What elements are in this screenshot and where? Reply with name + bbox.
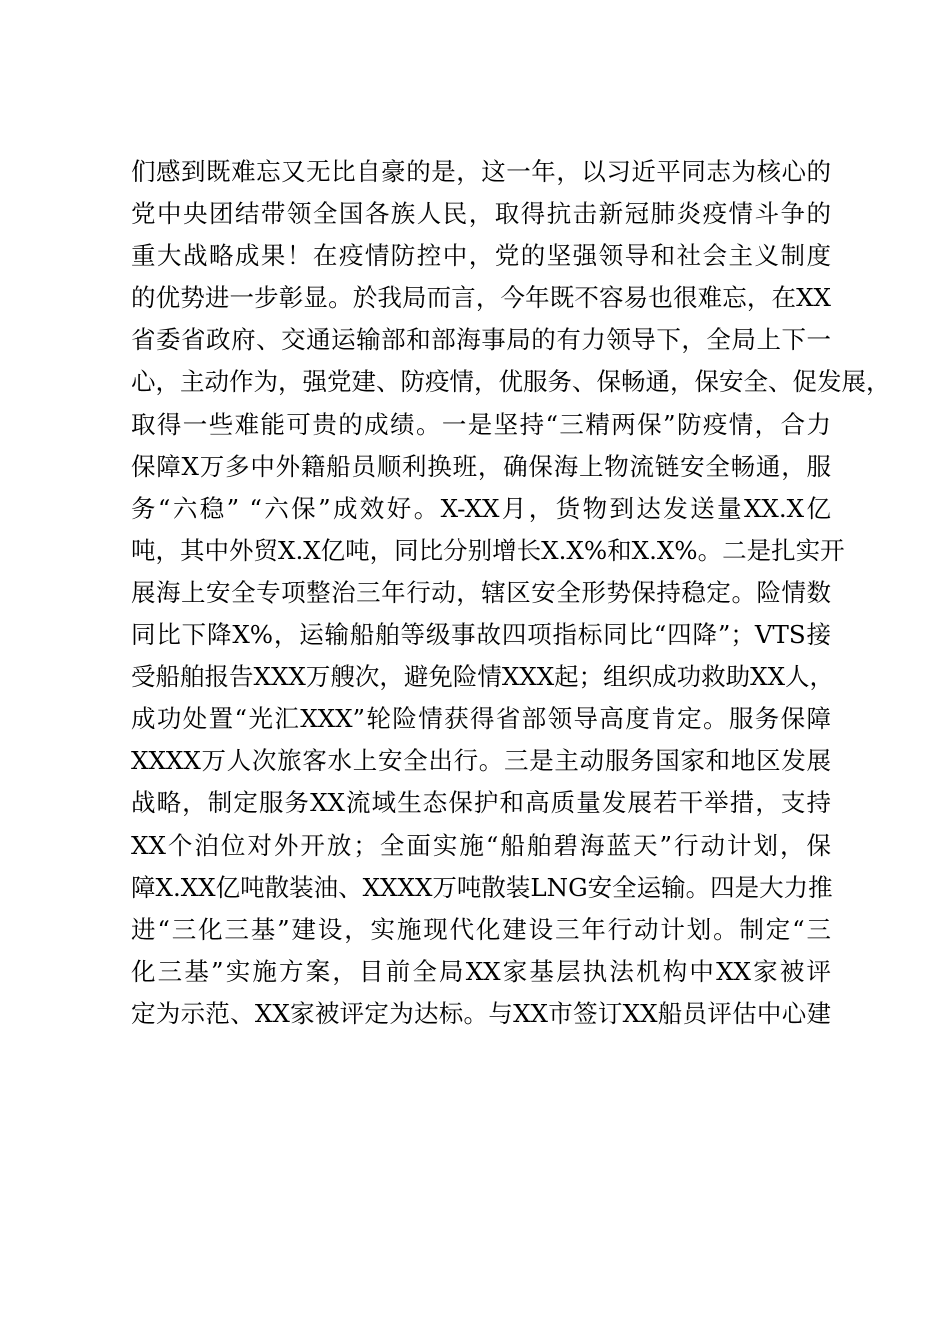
text-line: XXXX万人次旅客水上安全出行。三是主动服务国家和地区发展	[131, 746, 831, 776]
text-line: 重大战略成果！在疫情防控中，党的坚强领导和社会主义制度	[131, 241, 831, 271]
text-line: XX个泊位对外开放；全面实施“船舶碧海蓝天”行动计划，保	[131, 830, 831, 860]
text-line: 同比下降X%，运输船舶等级事故四项指标同比“四降”；VTS接	[131, 620, 831, 650]
text-line: 心，主动作为，强党建、防疫情，优服务、保畅通，保安全、促发展，	[131, 367, 891, 397]
text-line: 保障X万多中外籍船员顺利换班，确保海上物流链安全畅通，服	[131, 451, 831, 481]
text-line: 展海上安全专项整治三年行动，辖区安全形势保持稳定。险情数	[131, 577, 831, 607]
text-line: 受船舶报告XXX万艘次，避免险情XXX起；组织成功救助XX人，	[131, 662, 835, 692]
text-line: 们感到既难忘又无比自豪的是，这一年，以习近平同志为核心的	[131, 157, 831, 186]
text-line: 战略，制定服务XX流域生态保护和高质量发展若干举措，支持	[131, 788, 831, 818]
text-line: 成功处置“光汇XXX”轮险情获得省部领导高度肯定。服务保障	[131, 704, 831, 734]
text-line: 取得一些难能可贵的成绩。一是坚持“三精两保”防疫情，合力	[131, 409, 831, 439]
text-line: 化三基”实施方案，目前全局XX家基层执法机构中XX家被评	[131, 956, 831, 986]
text-line: 进“三化三基”建设，实施现代化建设三年行动计划。制定“三	[131, 914, 831, 944]
text-line: 的优势进一步彰显。於我局而言，今年既不容易也很难忘，在XX	[131, 283, 831, 313]
text-line: 障X.XX亿吨散装油、XXXX万吨散装LNG安全运输。四是大力推	[131, 872, 833, 902]
text-line: 吨，其中外贸X.X亿吨，同比分别增长X.X%和X.X%。二是扎实开	[131, 535, 845, 565]
text-line: 党中央团结带领全国各族人民，取得抗击新冠肺炎疫情斗争的	[131, 199, 831, 229]
text-line: 省委省政府、交通运输部和部海事局的有力领导下，全局上下一	[131, 325, 831, 355]
body-text	[131, 151, 891, 1035]
text-line: 务“六稳” “六保”成效好。X-XX月，货物到达发送量XX.X亿	[131, 493, 831, 523]
text-line: 定为示范、XX家被评定为达标。与XX市签订XX船员评估中心建	[131, 998, 831, 1028]
